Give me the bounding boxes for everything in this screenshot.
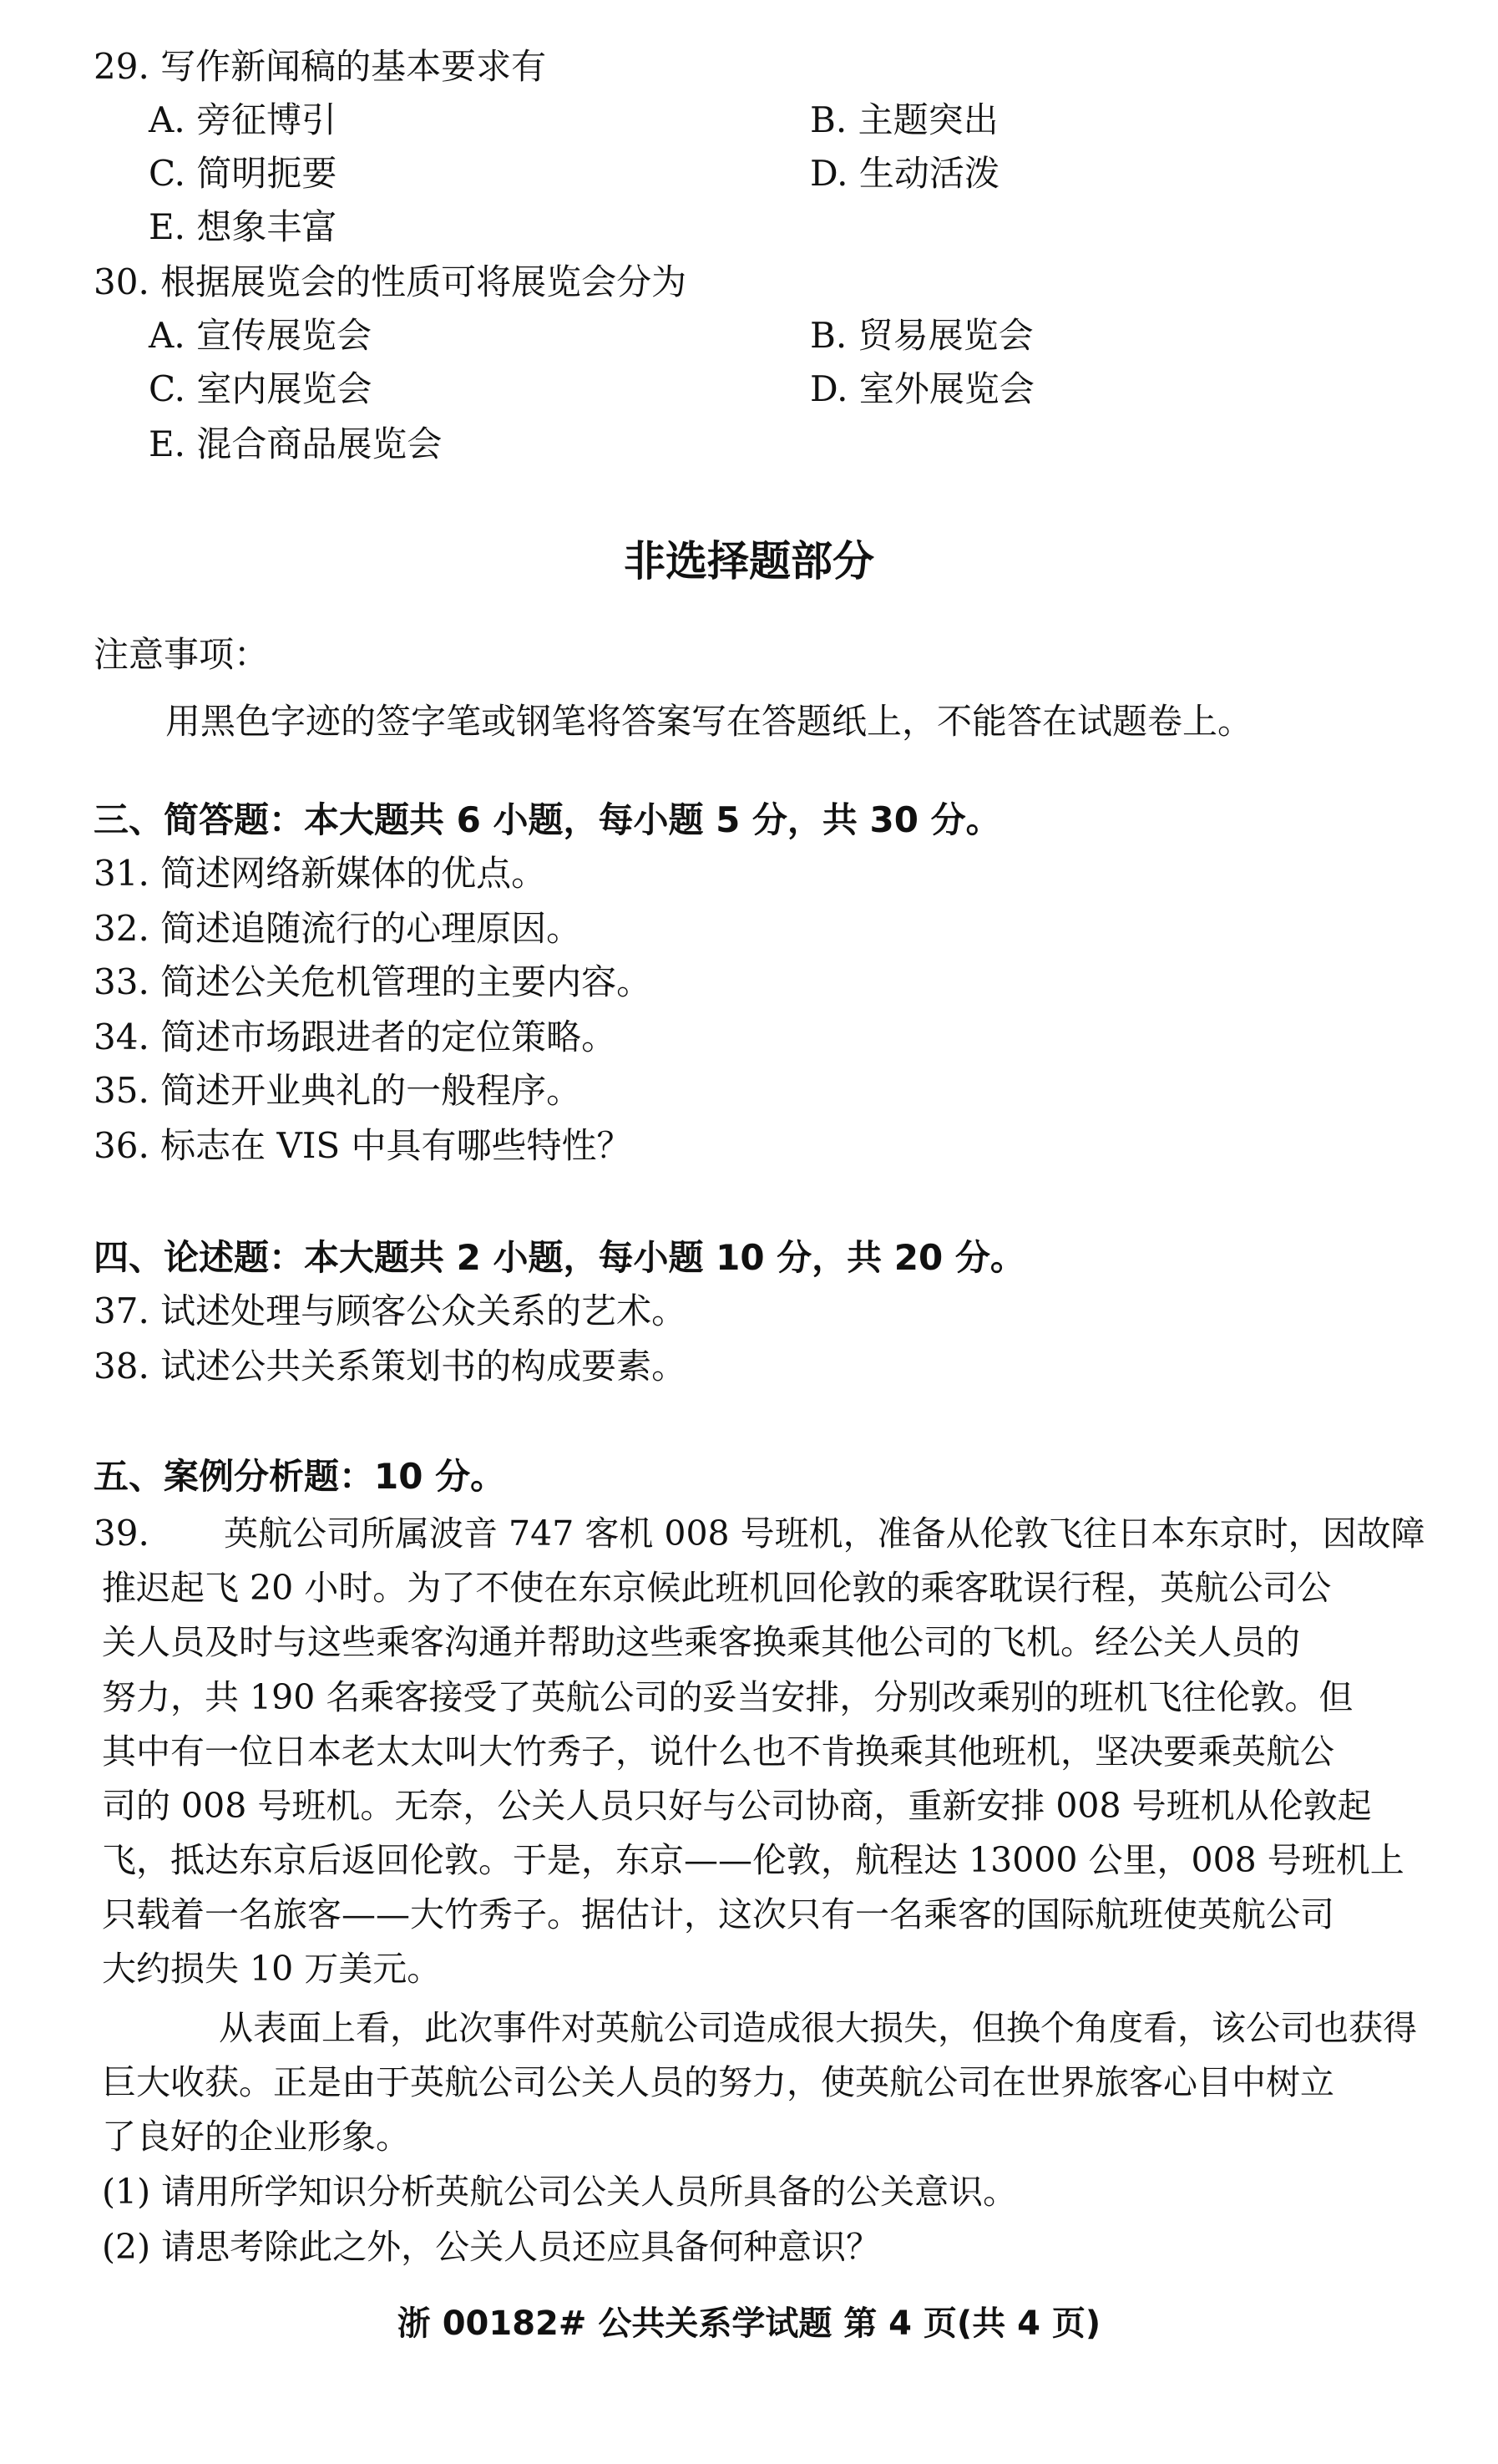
- notice-text: 用黑色字迹的签字笔或钢笔将答案写在答题纸上，不能答在试题卷上。: [165, 701, 1253, 742]
- question-33: 33. 简述公关危机管理的主要内容。: [94, 961, 652, 1002]
- case-paragraph-line: 只载着一名旅客——大竹秀子。据估计，这次只有一名乘客的国际航班使英航公司: [102, 1894, 1334, 1934]
- case-paragraph-line: 从表面上看，此次事件对英航公司造成很大损失，但换个角度看，该公司也获得: [219, 2008, 1417, 2048]
- question-30-option-a: A. 宣传展览会: [149, 315, 372, 356]
- question-39-number: 39.: [94, 1513, 149, 1554]
- case-paragraph-line: 大约损失 10 万美元。: [102, 1949, 442, 1989]
- question-31: 31. 简述网络新媒体的优点。: [94, 853, 547, 894]
- question-35: 35. 简述开业典礼的一般程序。: [94, 1070, 582, 1111]
- case-paragraph-line: 其中有一位日本老太太叫大竹秀子，说什么也不肯换乘其他班机，坚决要乘英航公: [102, 1731, 1334, 1772]
- case-heading: 五、案例分析题：10 分。: [94, 1456, 506, 1497]
- case-paragraph-line: 巨大收获。正是由于英航公司公关人员的努力，使英航公司在世界旅客心目中树立: [102, 2062, 1334, 2102]
- essay-heading: 四、论述题：本大题共 2 小题，每小题 10 分，共 20 分。: [94, 1237, 1025, 1278]
- question-29-option-b: B. 主题突出: [810, 99, 999, 140]
- question-30-stem: 30. 根据展览会的性质可将展览会分为: [94, 261, 687, 302]
- page-footer: 浙 00182# 公共关系学试题 第 4 页(共 4 页): [397, 2304, 1101, 2343]
- notice-label: 注意事项：: [94, 634, 270, 675]
- case-subquestion-2: (2) 请思考除此之外，公关人员还应具备何种意识？: [102, 2227, 881, 2267]
- case-subquestion-1: (1) 请用所学知识分析英航公司公关人员所具备的公关意识。: [102, 2172, 1018, 2212]
- question-30-option-c: C. 室内展览会: [149, 368, 372, 409]
- case-paragraph-line: 司的 008 号班机。无奈，公关人员只好与公司协商，重新安排 008 号班机从伦敦起: [102, 1786, 1372, 1826]
- question-37: 37. 试述处理与顾客公众关系的艺术。: [94, 1290, 687, 1331]
- question-36: 36. 标志在 VIS 中具有哪些特性？: [94, 1125, 632, 1166]
- question-30-option-e: E. 混合商品展览会: [149, 423, 443, 464]
- case-paragraph-line: 英航公司所属波音 747 客机 008 号班机，准备从伦敦飞往日本东京时，因故障: [224, 1513, 1425, 1554]
- question-29-option-d: D. 生动活泼: [810, 153, 1000, 194]
- question-29-option-a: A. 旁征博引: [149, 99, 337, 140]
- case-paragraph-line: 了良好的企业形象。: [102, 2117, 410, 2157]
- question-32: 32. 简述追随流行的心理原因。: [94, 908, 582, 949]
- question-29-option-c: C. 简明扼要: [149, 153, 337, 194]
- question-29-option-e: E. 想象丰富: [149, 206, 337, 247]
- question-34: 34. 简述市场跟进者的定位策略。: [94, 1017, 617, 1057]
- case-paragraph-line: 飞，抵达东京后返回伦敦。于是，东京——伦敦，航程达 13000 公里，008 号班机上: [102, 1840, 1404, 1880]
- question-29-stem: 29. 写作新闻稿的基本要求有: [94, 46, 547, 87]
- case-paragraph-line: 努力，共 190 名乘客接受了英航公司的妥当安排，分别改乘别的班机飞往伦敦。但: [102, 1677, 1354, 1717]
- short-answer-heading: 三、简答题：本大题共 6 小题，每小题 5 分，共 30 分。: [94, 799, 1001, 840]
- case-paragraph-line: 推迟起飞 20 小时。为了不使在东京候此班机回伦敦的乘客耽误行程，英航公司公: [102, 1568, 1332, 1608]
- question-30-option-b: B. 贸易展览会: [810, 315, 1034, 356]
- section-title: 非选择题部分: [624, 537, 874, 586]
- question-30-option-d: D. 室外展览会: [810, 368, 1035, 409]
- case-paragraph-line: 关人员及时与这些乘客沟通并帮助这些乘客换乘其他公司的飞机。经公关人员的: [102, 1622, 1300, 1662]
- question-38: 38. 试述公共关系策划书的构成要素。: [94, 1346, 687, 1387]
